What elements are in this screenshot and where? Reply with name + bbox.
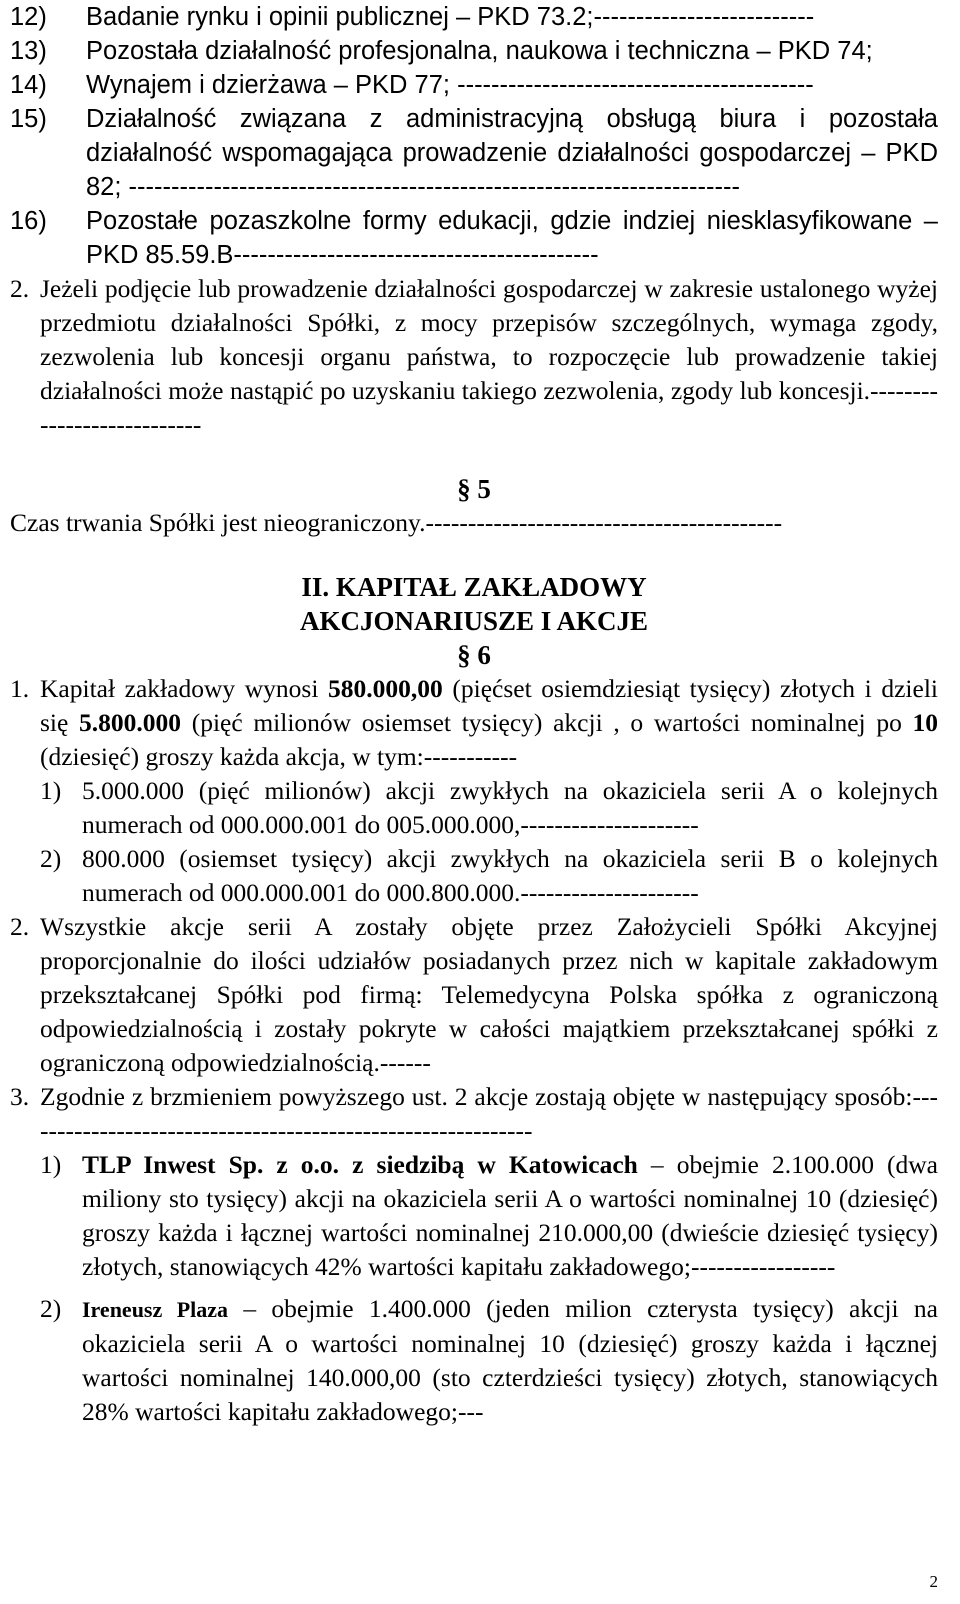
paragraph-6-point-1-sub-2	[10, 842, 938, 910]
point-number: 3.	[10, 1082, 30, 1111]
document-page	[10, 0, 938, 1429]
pkd-item-text: Badanie rynku i opinii publicznej – PKD 73.2;--------------------------	[86, 3, 815, 31]
shareholder-name: TLP Inwest Sp. z o.o. z siedzibą w Katowicach	[82, 1150, 638, 1179]
page-number: 2	[929, 1572, 938, 1591]
subpoint-text	[82, 1148, 938, 1284]
point-text	[40, 672, 938, 774]
section-2-title: II. KAPITAŁ ZAKŁADOWY	[301, 572, 647, 602]
pkd-item-15	[10, 102, 938, 204]
pkd-item-14	[10, 68, 938, 102]
shareholder-name: Ireneusz Plaza	[82, 1297, 229, 1322]
pkd-item-number: 15)	[10, 105, 47, 133]
paragraph-6-point-3	[10, 1080, 938, 1148]
section-2-subtitle: AKCJONARIUSZE I AKCJE	[299, 606, 649, 636]
subpoint-number: 2)	[40, 1294, 62, 1323]
point-text: Zgodnie z brzmieniem powyższego ust. 2 akcje zostają objęte w następujący sposób:-------------------------------------------------------------	[40, 1082, 938, 1145]
paragraph-5-mark: § 5	[457, 474, 491, 504]
point-number: 2.	[10, 274, 30, 303]
text-part: (pięć milionów osiemset tysięcy) akcji , o wartości nominalnej po	[181, 708, 913, 737]
pkd-item-number: 12)	[10, 3, 47, 31]
pkd-item-number: 14)	[10, 71, 47, 99]
subpoint-number: 1)	[40, 1150, 62, 1179]
share-count: 5.800.000	[79, 708, 182, 737]
pkd-item-text: Pozostała działalność profesjonalna, naukowa i techniczna – PKD 74;	[86, 37, 873, 65]
pkd-item-16	[10, 204, 938, 272]
subpoint-number: 1)	[40, 776, 62, 805]
pkd-item-text: Wynajem i dzierżawa – PKD 77; ------------------------------------------	[86, 71, 814, 99]
text-part: Kapitał zakładowy wynosi	[40, 674, 329, 703]
pkd-item-text: Pozostałe pozaszkolne formy edukacji, gdzie indziej niesklasyfikowane – PKD 85.59.B-------------------------------------------	[86, 207, 938, 269]
subpoint-text	[82, 1292, 938, 1429]
paragraph-4-point-2	[10, 272, 938, 442]
paragraph-6-mark: § 6	[457, 640, 491, 670]
pkd-item-13	[10, 34, 938, 68]
pkd-item-number: 16)	[10, 207, 47, 235]
text-part: (dziesięć) groszy każda akcja, w tym:-----------	[40, 742, 518, 771]
pkd-item-number: 13)	[10, 37, 47, 65]
point-text: Wszystkie akcje serii A zostały objęte przez Założycieli Spółki Akcyjnej proporcjonalnie do ilości udziałów posiadanych przez nich w kapitale zakładowym przekształcanej Spółki pod firmą: Telemedycyna Polska spółka z ograniczoną odpowiedzialnością i zostały pokryte w całości majątkiem przekształcanej spółki z ograniczoną odpowiedzialnością.------	[40, 912, 938, 1077]
paragraph-6-point-1-sub-1	[10, 774, 938, 842]
paragraph-6-point-2	[10, 910, 938, 1080]
subpoint-text: 800.000 (osiemset tysięcy) akcji zwykłych na okaziciela serii B o kolejnych numerach od 000.000.001 do 000.800.000.---------------------	[82, 844, 938, 907]
paragraph-6-point-3-sub-2	[10, 1292, 938, 1429]
paragraph-5-text: Czas trwania Spółki jest nieograniczony.------------------------------------------	[10, 508, 783, 537]
subpoint-number: 2)	[40, 844, 62, 873]
pkd-item-text: Działalność związana z administracyjną obsługą biura i pozostała działalność wspomagająca prowadzenie działalności gospodarczej – PKD 82; ------------------------------------------------------------------------	[86, 105, 938, 201]
paragraph-6-point-3-sub-1	[10, 1148, 938, 1284]
capital-amount: 580.000,00	[328, 674, 443, 703]
text-part: – obejmie 2.100.000 (dwa miliony sto tysięcy) akcji na okaziciela serii A o wartości nominalnej 10 (dziesięć) groszy każda i łącznej wartości nominalnej 210.000,00 (dwieście dziesięć tysięcy) złotych, stanowiących 42% wartości kapitału zakładowego;-----------------	[82, 1150, 938, 1281]
point-number: 2.	[10, 912, 30, 941]
text-part: (pięćset osiemdziesiąt tysięcy) złotych i dzieli się	[40, 674, 938, 737]
subpoint-text: 5.000.000 (pięć milionów) akcji zwykłych na okaziciela serii A o kolejnych numerach od 000.000.001 do 005.000.000,---------------------	[82, 776, 938, 839]
paragraph-6-point-1	[10, 672, 938, 774]
point-text: Jeżeli podjęcie lub prowadzenie działalności gospodarczej w zakresie ustalonego wyżej przedmiotu działalności Spółki, z mocy przepisów szczególnych, wymaga zgody, zezwolenia lub koncesji organu państwa, to rozpoczęcie lub prowadzenie takiej działalności może nastąpić po uzyskaniu takiego zezwolenia, zgody lub koncesji.---------------------------	[40, 274, 938, 439]
pkd-item-12	[10, 0, 938, 34]
text-part: – obejmie 1.400.000 (jeden milion czterysta tysięcy) akcji na okaziciela serii A o wartości nominalnej 10 (dziesięć) groszy każda i łącznej wartości nominalnej 140.000,00 (sto czterdzieści tysięcy) złotych, stanowiących 28% wartości kapitału zakładowego;---	[82, 1294, 938, 1426]
nominal-value: 10	[912, 708, 939, 737]
point-number: 1.	[10, 674, 30, 703]
